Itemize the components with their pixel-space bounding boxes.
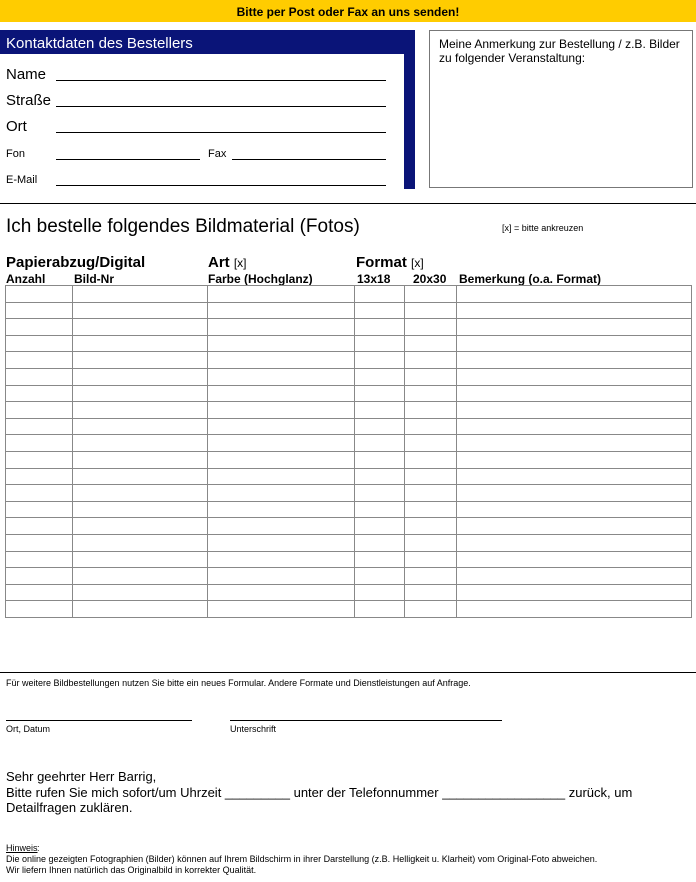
cell-image-no[interactable]	[72, 468, 207, 485]
cell-remark[interactable]	[457, 368, 692, 385]
cell-size-13x18[interactable]	[355, 319, 405, 336]
divider-top	[0, 203, 696, 204]
cell-size-13x18[interactable]	[355, 601, 405, 618]
order-row	[6, 385, 692, 402]
cell-image-no[interactable]	[72, 385, 207, 402]
salutation: Sehr geehrter Herr Barrig,	[6, 769, 157, 784]
more-orders-note: Für weitere Bildbestellungen nutzen Sie bitte ein neues Formular. Andere Formate und Dienstleistungen auf Anfrage.	[6, 678, 471, 688]
cell-quantity[interactable]	[6, 368, 73, 385]
col-size-13x18: 13x18	[357, 272, 391, 286]
checkbox-hint: [x] = bitte ankreuzen	[502, 223, 584, 233]
cell-color[interactable]	[207, 402, 355, 419]
order-row	[6, 435, 692, 452]
cell-size-13x18[interactable]	[355, 418, 405, 435]
cell-remark[interactable]	[457, 485, 692, 502]
cell-color[interactable]	[207, 568, 355, 585]
cell-quantity[interactable]	[6, 385, 73, 402]
cell-size-13x18[interactable]	[355, 568, 405, 585]
cell-image-no[interactable]	[72, 518, 207, 535]
cell-size-20x30[interactable]	[405, 319, 457, 336]
cell-size-20x30[interactable]	[405, 568, 457, 585]
city-label: Ort	[6, 118, 27, 135]
cell-image-no[interactable]	[72, 534, 207, 551]
cell-size-13x18[interactable]	[355, 518, 405, 535]
hinweis-title: Hinweis	[6, 843, 38, 853]
cell-size-13x18[interactable]	[355, 501, 405, 518]
cell-remark[interactable]	[457, 302, 692, 319]
order-row	[6, 451, 692, 468]
cell-remark[interactable]	[457, 451, 692, 468]
cell-color[interactable]	[207, 319, 355, 336]
cell-remark[interactable]	[457, 418, 692, 435]
street-label: Straße	[6, 92, 52, 109]
cell-size-13x18[interactable]	[355, 352, 405, 369]
cell-remark[interactable]	[457, 501, 692, 518]
cell-remark[interactable]	[457, 601, 692, 618]
cell-image-no[interactable]	[72, 286, 207, 303]
cell-size-13x18[interactable]	[355, 534, 405, 551]
cell-image-no[interactable]	[72, 435, 207, 452]
cell-size-20x30[interactable]	[405, 584, 457, 601]
order-row	[6, 319, 692, 336]
cell-image-no[interactable]	[72, 335, 207, 352]
cell-color[interactable]	[207, 518, 355, 535]
fax-label: Fax	[208, 148, 227, 160]
cell-color[interactable]	[207, 551, 355, 568]
order-row	[6, 302, 692, 319]
cell-quantity[interactable]	[6, 451, 73, 468]
cell-remark[interactable]	[457, 468, 692, 485]
cell-remark[interactable]	[457, 534, 692, 551]
cell-size-13x18[interactable]	[355, 468, 405, 485]
cell-image-no[interactable]	[72, 352, 207, 369]
cell-size-20x30[interactable]	[405, 402, 457, 419]
cell-remark[interactable]	[457, 568, 692, 585]
cell-size-13x18[interactable]	[355, 368, 405, 385]
cell-color[interactable]	[207, 584, 355, 601]
col-color: Farbe (Hochglanz)	[208, 272, 313, 286]
group-format-marker: [x]	[411, 256, 424, 270]
cell-remark[interactable]	[457, 435, 692, 452]
order-row	[6, 402, 692, 419]
group-type-label: Art	[208, 254, 230, 271]
cell-remark[interactable]	[457, 551, 692, 568]
order-heading: Ich bestelle folgendes Bildmaterial (Fotos)	[6, 216, 360, 237]
order-row	[6, 601, 692, 618]
order-row	[6, 584, 692, 601]
cell-remark[interactable]	[457, 584, 692, 601]
col-image-no: Bild-Nr	[74, 272, 114, 286]
cell-color[interactable]	[207, 302, 355, 319]
cell-size-13x18[interactable]	[355, 402, 405, 419]
order-row	[6, 501, 692, 518]
order-row	[6, 335, 692, 352]
order-note-box[interactable]	[429, 30, 693, 188]
cell-color[interactable]	[207, 368, 355, 385]
fax-field[interactable]	[232, 159, 386, 160]
cell-color[interactable]	[207, 468, 355, 485]
group-paper-digital: Papierabzug/Digital	[6, 254, 146, 271]
order-note-text: Meine Anmerkung zur Bestellung / z.B. Bilder zu folgender Veranstaltung:	[439, 37, 680, 65]
email-field[interactable]	[56, 185, 386, 186]
group-type	[208, 254, 247, 271]
cell-color[interactable]	[207, 385, 355, 402]
group-type-marker: [x]	[233, 256, 247, 270]
signature-label: Unterschrift	[230, 724, 277, 734]
cell-quantity[interactable]	[6, 302, 73, 319]
group-format-label: Format	[356, 254, 407, 271]
cell-size-20x30[interactable]	[405, 418, 457, 435]
cell-size-13x18[interactable]	[355, 551, 405, 568]
hinweis-colon: :	[37, 843, 40, 853]
col-remark: Bemerkung (o.a. Format)	[459, 272, 602, 286]
cell-size-13x18[interactable]	[355, 451, 405, 468]
order-row	[6, 368, 692, 385]
cell-size-20x30[interactable]	[405, 501, 457, 518]
street-field[interactable]	[56, 106, 386, 107]
cell-size-13x18[interactable]	[355, 302, 405, 319]
cell-image-no[interactable]	[72, 501, 207, 518]
name-label: Name	[6, 66, 47, 83]
group-format	[356, 254, 424, 271]
signature-field[interactable]	[230, 720, 502, 721]
cell-quantity[interactable]	[6, 418, 73, 435]
contact-title: Kontaktdaten des Bestellers	[0, 30, 415, 54]
cell-quantity[interactable]	[6, 352, 73, 369]
col-size-20x30: 20x30	[413, 272, 447, 286]
callback-line-2: Detailfragen zuklären.	[6, 800, 133, 815]
cell-quantity[interactable]	[6, 551, 73, 568]
cell-color[interactable]	[207, 335, 355, 352]
cell-size-20x30[interactable]	[405, 485, 457, 502]
city-field[interactable]	[56, 132, 386, 133]
cell-size-13x18[interactable]	[355, 286, 405, 303]
cell-size-20x30[interactable]	[405, 534, 457, 551]
cell-remark[interactable]	[457, 319, 692, 336]
order-row	[6, 352, 692, 369]
cell-quantity[interactable]	[6, 402, 73, 419]
cell-quantity[interactable]	[6, 319, 73, 336]
order-row	[6, 468, 692, 485]
cell-quantity[interactable]	[6, 501, 73, 518]
cell-image-no[interactable]	[72, 451, 207, 468]
cell-image-no[interactable]	[72, 319, 207, 336]
cell-image-no[interactable]	[72, 584, 207, 601]
cell-remark[interactable]	[457, 286, 692, 303]
order-row	[6, 418, 692, 435]
cell-remark[interactable]	[457, 518, 692, 535]
contact-section	[0, 30, 415, 190]
cell-size-13x18[interactable]	[355, 335, 405, 352]
phone-field[interactable]	[56, 159, 200, 160]
email-label: E-Mail	[6, 174, 38, 186]
cell-size-20x30[interactable]	[405, 302, 457, 319]
cell-image-no[interactable]	[72, 402, 207, 419]
cell-quantity[interactable]	[6, 435, 73, 452]
phone-label: Fon	[6, 148, 25, 160]
cell-size-13x18[interactable]	[355, 584, 405, 601]
cell-image-no[interactable]	[72, 418, 207, 435]
cell-size-13x18[interactable]	[355, 435, 405, 452]
cell-size-20x30[interactable]	[405, 518, 457, 535]
cell-size-20x30[interactable]	[405, 286, 457, 303]
cell-remark[interactable]	[457, 402, 692, 419]
cell-size-13x18[interactable]	[355, 485, 405, 502]
cell-image-no[interactable]	[72, 601, 207, 618]
cell-color[interactable]	[207, 451, 355, 468]
order-row	[6, 286, 692, 303]
order-row	[6, 534, 692, 551]
cell-color[interactable]	[207, 352, 355, 369]
order-row	[6, 568, 692, 585]
callback-line-1: Bitte rufen Sie mich sofort/um Uhrzeit _________ unter der Telefonnummer _________________ zurück, um	[6, 785, 633, 800]
cell-size-20x30[interactable]	[405, 368, 457, 385]
place-date-label: Ort, Datum	[6, 724, 51, 734]
cell-quantity[interactable]	[6, 468, 73, 485]
cell-quantity[interactable]	[6, 286, 73, 303]
send-banner: Bitte per Post oder Fax an uns senden!	[0, 0, 696, 22]
cell-size-20x30[interactable]	[405, 385, 457, 402]
cell-size-20x30[interactable]	[405, 352, 457, 369]
order-row	[6, 518, 692, 535]
divider-bottom	[0, 672, 696, 673]
cell-color[interactable]	[207, 485, 355, 502]
cell-image-no[interactable]	[72, 302, 207, 319]
cell-size-13x18[interactable]	[355, 385, 405, 402]
cell-quantity[interactable]	[6, 485, 73, 502]
contact-sidebar-accent	[404, 30, 415, 189]
cell-quantity[interactable]	[6, 335, 73, 352]
cell-color[interactable]	[207, 501, 355, 518]
cell-size-20x30[interactable]	[405, 435, 457, 452]
cell-size-20x30[interactable]	[405, 468, 457, 485]
cell-image-no[interactable]	[72, 368, 207, 385]
cell-quantity[interactable]	[6, 568, 73, 585]
hinweis-line-2: Wir liefern Ihnen natürlich das Originalbild in korrekter Qualität.	[6, 865, 257, 875]
cell-color[interactable]	[207, 601, 355, 618]
name-field[interactable]	[56, 80, 386, 81]
cell-size-20x30[interactable]	[405, 601, 457, 618]
cell-size-20x30[interactable]	[405, 335, 457, 352]
cell-remark[interactable]	[457, 352, 692, 369]
hinweis-line-1: Die online gezeigten Fotographien (Bilder) können auf Ihrem Bildschirm in ihrer Darstellung (z.B. Helligkeit u. Klarheit) vom Original-Foto abweichen.	[6, 854, 598, 864]
cell-quantity[interactable]	[6, 534, 73, 551]
cell-image-no[interactable]	[72, 551, 207, 568]
order-row	[6, 551, 692, 568]
place-date-field[interactable]	[6, 720, 192, 721]
cell-quantity[interactable]	[6, 518, 73, 535]
cell-quantity[interactable]	[6, 601, 73, 618]
cell-color[interactable]	[207, 286, 355, 303]
cell-quantity[interactable]	[6, 584, 73, 601]
cell-size-20x30[interactable]	[405, 451, 457, 468]
order-table	[5, 285, 692, 618]
col-quantity: Anzahl	[6, 272, 46, 286]
order-row	[6, 485, 692, 502]
cell-color[interactable]	[207, 534, 355, 551]
cell-remark[interactable]	[457, 385, 692, 402]
cell-color[interactable]	[207, 435, 355, 452]
cell-size-20x30[interactable]	[405, 551, 457, 568]
cell-image-no[interactable]	[72, 568, 207, 585]
cell-color[interactable]	[207, 418, 355, 435]
cell-image-no[interactable]	[72, 485, 207, 502]
cell-remark[interactable]	[457, 335, 692, 352]
